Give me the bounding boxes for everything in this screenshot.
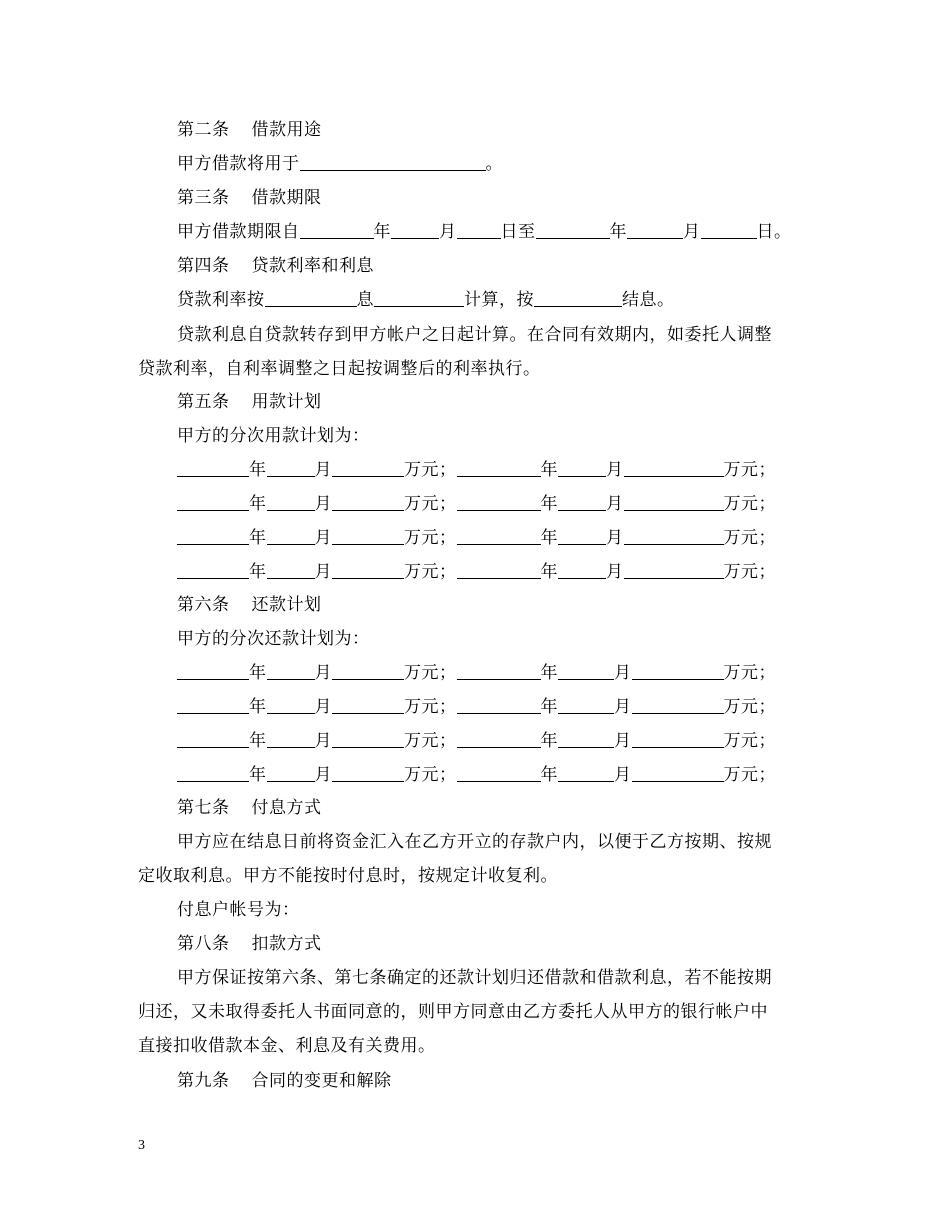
article-number: 第四条: [177, 256, 230, 276]
blank: [632, 731, 724, 748]
repay-plan-row: [177, 690, 776, 724]
article-title: 合同的变更和解除: [251, 1071, 392, 1091]
wanyuan-label: 万元；: [404, 663, 457, 683]
month-label: 月: [314, 697, 332, 717]
blank: [457, 562, 541, 579]
deduction-paragraph-line: 归还，又未取得委托人书面同意的，则甲方同意由乙方委托人从甲方的银行帐户中: [138, 1002, 768, 1022]
blank: [624, 494, 724, 511]
payment-paragraph-line: 定收取利息。甲方不能按时付息时，按规定计收复利。: [138, 866, 558, 886]
blank: [558, 460, 606, 477]
blank: [391, 222, 439, 239]
blank: [177, 697, 249, 714]
blank: [267, 460, 315, 477]
blank: [177, 494, 249, 511]
article-number: 第三条: [177, 188, 230, 208]
rate-line: [177, 283, 675, 317]
wanyuan-label: 万元；: [723, 765, 776, 785]
article-number: 第六条: [177, 595, 230, 615]
article-title: 用款计划: [251, 392, 322, 412]
repay-plan-row: [177, 758, 776, 792]
purpose-line: [177, 147, 503, 181]
article-title: 付息方式: [251, 798, 322, 818]
blank: [267, 663, 315, 680]
blank: [177, 731, 249, 748]
term-line: [177, 215, 792, 249]
account-label: 付息户帐号为：: [177, 900, 300, 920]
blank: [267, 765, 315, 782]
blank: [177, 528, 249, 545]
year-label: 年: [249, 494, 267, 514]
blank: [534, 290, 622, 307]
article-2-heading: [177, 113, 322, 147]
blank: [624, 460, 724, 477]
rate-xi: 息: [356, 290, 374, 310]
rate-settle: 结息。: [622, 290, 675, 310]
blank: [300, 222, 374, 239]
article-title: 扣款方式: [251, 934, 322, 954]
year-label: 年: [540, 731, 558, 751]
purpose-blank: [300, 154, 486, 171]
blank: [457, 765, 541, 782]
blank: [624, 528, 724, 545]
repay-plan-intro: 甲方的分次还款计划为：: [177, 629, 370, 649]
article-number: 第九条: [177, 1071, 230, 1091]
blank: [701, 222, 757, 239]
month-label: 月: [314, 562, 332, 582]
blank: [267, 731, 315, 748]
month-label: 月: [314, 460, 332, 480]
article-title: 贷款利率和利息: [251, 256, 374, 276]
year-label: 年: [540, 528, 558, 548]
article-8-heading: [177, 927, 322, 961]
blank: [558, 697, 614, 714]
payment-paragraph-line: 甲方应在结息日前将资金汇入在乙方开立的存款户内，以便于乙方按期、按规: [177, 832, 772, 852]
article-6-heading: [177, 588, 322, 622]
article-number: 第八条: [177, 934, 230, 954]
article-5-heading: [177, 385, 322, 419]
purpose-end: 。: [485, 154, 503, 174]
article-7-heading: [177, 791, 322, 825]
year-label: 年: [540, 663, 558, 683]
interest-paragraph-line: 贷款利息自贷款转存到甲方帐户之日起计算。在合同有效期内，如委托人调整: [177, 325, 772, 345]
blank: [332, 663, 404, 680]
month-label: 月: [314, 731, 332, 751]
page-number: 3: [138, 1138, 145, 1153]
interest-paragraph-line: 贷款利率，自利率调整之日起按调整后的利率执行。: [138, 359, 541, 379]
blank: [177, 562, 249, 579]
year-label: 年: [540, 697, 558, 717]
wanyuan-label: 万元；: [723, 528, 776, 548]
blank: [177, 765, 249, 782]
deduction-paragraph-line: 甲方保证按第六条、第七条确定的还款计划归还借款和借款利息，若不能按期: [177, 968, 772, 988]
blank: [332, 697, 404, 714]
article-title: 借款期限: [251, 188, 322, 208]
day-to-label: 日至: [500, 222, 536, 242]
blank: [558, 731, 614, 748]
blank: [457, 494, 541, 511]
month-label: 月: [314, 494, 332, 514]
rate-label: 贷款利率按: [177, 290, 265, 310]
blank: [457, 222, 501, 239]
wanyuan-label: 万元；: [723, 663, 776, 683]
blank: [632, 765, 724, 782]
use-plan-row: [177, 487, 776, 521]
blank: [457, 528, 541, 545]
month-label: 月: [606, 562, 624, 582]
blank: [558, 528, 606, 545]
month-label: 月: [314, 528, 332, 548]
month-label: 月: [614, 765, 632, 785]
use-plan-row: [177, 453, 776, 487]
use-plan-row: [177, 521, 776, 555]
blank: [332, 460, 404, 477]
use-plan-intro: 甲方的分次用款计划为：: [177, 426, 370, 446]
blank: [457, 460, 541, 477]
month-label: 月: [314, 765, 332, 785]
article-number: 第二条: [177, 120, 230, 140]
wanyuan-label: 万元；: [404, 528, 457, 548]
year-label: 年: [609, 222, 627, 242]
blank: [457, 731, 541, 748]
month-label: 月: [614, 731, 632, 751]
blank: [632, 663, 724, 680]
year-label: 年: [249, 731, 267, 751]
blank: [374, 290, 464, 307]
year-label: 年: [249, 460, 267, 480]
blank: [457, 697, 541, 714]
wanyuan-label: 万元；: [723, 731, 776, 751]
blank: [267, 494, 315, 511]
article-9-heading: [177, 1064, 392, 1098]
month-label: 月: [439, 222, 457, 242]
purpose-label: 甲方借款将用于: [177, 154, 300, 174]
blank: [265, 290, 357, 307]
wanyuan-label: 万元；: [723, 460, 776, 480]
year-label: 年: [540, 460, 558, 480]
month-label: 月: [606, 528, 624, 548]
wanyuan-label: 万元；: [404, 697, 457, 717]
year-label: 年: [249, 765, 267, 785]
blank: [558, 562, 606, 579]
day-end-label: 日。: [756, 222, 792, 242]
repay-plan-row: [177, 724, 776, 758]
wanyuan-label: 万元；: [404, 562, 457, 582]
article-4-heading: [177, 249, 374, 283]
blank: [624, 562, 724, 579]
wanyuan-label: 万元；: [404, 765, 457, 785]
repay-plan-row: [177, 656, 776, 690]
blank: [267, 528, 315, 545]
blank: [627, 222, 683, 239]
month-label: 月: [614, 697, 632, 717]
year-label: 年: [249, 697, 267, 717]
month-label: 月: [683, 222, 701, 242]
year-label: 年: [249, 562, 267, 582]
blank: [177, 460, 249, 477]
year-label: 年: [540, 494, 558, 514]
blank: [632, 697, 724, 714]
year-label: 年: [249, 528, 267, 548]
use-plan-row: [177, 555, 776, 589]
wanyuan-label: 万元；: [404, 731, 457, 751]
article-title: 还款计划: [251, 595, 322, 615]
wanyuan-label: 万元；: [404, 460, 457, 480]
year-label: 年: [373, 222, 391, 242]
wanyuan-label: 万元；: [404, 494, 457, 514]
month-label: 月: [606, 494, 624, 514]
blank: [558, 663, 614, 680]
blank: [332, 562, 404, 579]
blank: [177, 663, 249, 680]
blank: [332, 731, 404, 748]
blank: [332, 765, 404, 782]
blank: [267, 562, 315, 579]
blank: [332, 528, 404, 545]
blank: [332, 494, 404, 511]
year-label: 年: [249, 663, 267, 683]
blank: [267, 697, 315, 714]
year-label: 年: [540, 562, 558, 582]
blank: [536, 222, 610, 239]
term-label: 甲方借款期限自: [177, 222, 300, 242]
article-3-heading: [177, 181, 322, 215]
article-title: 借款用途: [251, 120, 322, 140]
month-label: 月: [614, 663, 632, 683]
deduction-paragraph-line: 直接扣收借款本金、利息及有关费用。: [138, 1036, 436, 1056]
wanyuan-label: 万元；: [723, 697, 776, 717]
month-label: 月: [314, 663, 332, 683]
month-label: 月: [606, 460, 624, 480]
wanyuan-label: 万元；: [723, 494, 776, 514]
blank: [558, 765, 614, 782]
article-number: 第七条: [177, 798, 230, 818]
wanyuan-label: 万元；: [723, 562, 776, 582]
blank: [558, 494, 606, 511]
blank: [457, 663, 541, 680]
rate-calc: 计算，按: [464, 290, 534, 310]
article-number: 第五条: [177, 392, 230, 412]
year-label: 年: [540, 765, 558, 785]
